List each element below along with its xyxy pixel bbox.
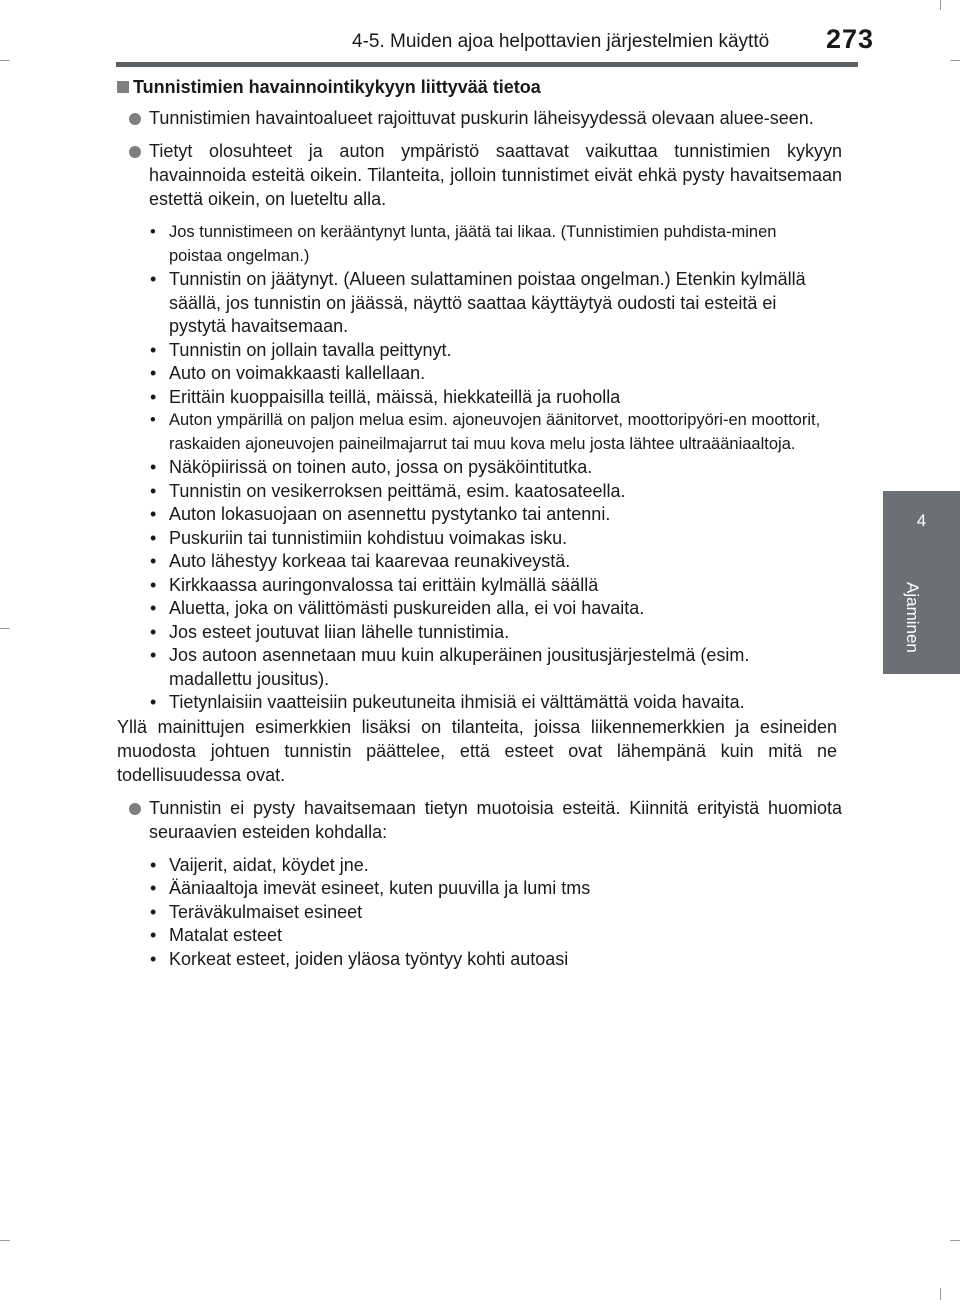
info-item: Tunnistin ei pysty havaitsemaan tietyn muotoisia esteitä. Kiinnitä erityistä huomiota seuraavien esteiden kohdalla:: [117, 796, 842, 844]
list-item: • Matalat esteet: [150, 925, 283, 945]
list-item: • Jos autoon asennetaan muu kuin alkuperäinen jousitusjärjestelmä (esim. madallettu jousitus).: [150, 645, 750, 689]
section-heading: Tunnistimien havainnointikykyyn liittyvää tietoa: [117, 75, 842, 99]
list-item: • Ääniaaltoja imevät esineet, kuten puuvilla ja lumi tms: [150, 878, 591, 898]
list-item: • Teräväkulmaiset esineet: [150, 901, 363, 922]
list-item: • Kirkkaassa auringonvalossa tai erittäin kylmällä säällä: [150, 574, 599, 595]
header-rule: [116, 62, 858, 67]
list-item: • Tunnistin on jäätynyt. (Alueen sulattaminen poistaa ongelman.) Etenkin kylmällä säällä, jos tunnistin on jäässä, näyttö saattaa käyttäytyä oudosti tai esteitä ei pystytä havaitsemaan.: [150, 269, 806, 336]
list-item: • Jos tunnistimeen on kerääntynyt lunta, jäätä tai likaa. (Tunnistimien puhdista-minen poistaa ongelman.): [150, 223, 777, 265]
crop-mark: [950, 60, 960, 61]
crop-mark: [950, 1240, 960, 1241]
list-item: • Tunnistin on jollain tavalla peittynyt.: [150, 339, 452, 360]
list-item: • Vaijerit, aidat, köydet jne.: [150, 854, 369, 875]
square-bullet-icon: [117, 81, 129, 93]
main-content: [117, 75, 842, 971]
crop-mark: [940, 1288, 941, 1300]
note-paragraph: Yllä mainittujen esimerkkien lisäksi on tilanteita, joissa liikennemerkkien ja esineiden muodosta johtuen tunnistin päättelee, että esteet ovat lähempänä kuin mitä ne todellisuudessa ovat.: [117, 716, 837, 785]
list-item: • Auto lähestyy korkeaa tai kaarevaa reunakiveystä.: [150, 551, 571, 571]
list-item: • Auto on voimakkaasti kallellaan.: [150, 363, 426, 383]
info-item: Tietyt olosuhteet ja auton ympäristö saattavat vaikuttaa tunnistimien kykyyn havainnoida esteitä oikein. Tilanteita, jolloin tunnistimet eivät ehkä pysty havaitsemaan estettä oikein, on lueteltu alla.: [117, 139, 842, 211]
list-item: • Auton lokasuojaan on asennettu pystytanko tai antenni.: [150, 504, 611, 524]
list-item: • Jos esteet joutuvat liian lähelle tunnistimia.: [150, 621, 510, 642]
list-item: • Puskuriin tai tunnistimiin kohdistuu voimakas isku.: [150, 527, 568, 548]
list-item: • Auton ympärillä on paljon melua esim. ajoneuvojen äänitorvet, moottoripyöri-en moottorit, raskaiden ajoneuvojen paineilmajarrut tai muu kova melu josta lähtee ultraääniaaltoja.: [150, 411, 821, 453]
page-number: 273: [826, 24, 875, 54]
obstacles-list: [117, 854, 829, 972]
header-title: 4-5. Muiden ajoa helpottavien järjestelmien käyttö: [352, 31, 770, 52]
crop-mark: [940, 0, 941, 10]
list-item: • Näköpiirissä on toinen auto, jossa on pysäköintitutka.: [150, 457, 593, 477]
chapter-label: Ajaminen: [903, 582, 922, 653]
info-item: Tunnistimien havaintoalueet rajoittuvat puskurin läheisyydessä olevaan aluee-seen.: [117, 106, 842, 130]
circle-bullet-icon: [129, 146, 141, 158]
circle-bullet-icon: [129, 113, 141, 125]
list-item: • Korkeat esteet, joiden yläosa työntyy kohti autoasi: [150, 948, 569, 969]
list-item: • Aluetta, joka on välittömästi puskureiden alla, ei voi havaita.: [150, 598, 645, 618]
list-item: • Tietynlaisiin vaatteisiin pukeutuneita ihmisiä ei välttämättä voida havaita.: [150, 692, 745, 712]
conditions-list: [117, 221, 829, 715]
circle-bullet-icon: [129, 803, 141, 815]
crop-mark: [0, 628, 10, 629]
crop-mark: [0, 60, 10, 61]
crop-mark: [0, 1240, 10, 1241]
chapter-number: 4: [916, 511, 927, 530]
list-item: • Erittäin kuoppaisilla teillä, mäissä, hiekkateillä ja ruoholla: [150, 386, 621, 407]
list-item: • Tunnistin on vesikerroksen peittämä, esim. kaatosateella.: [150, 480, 626, 501]
